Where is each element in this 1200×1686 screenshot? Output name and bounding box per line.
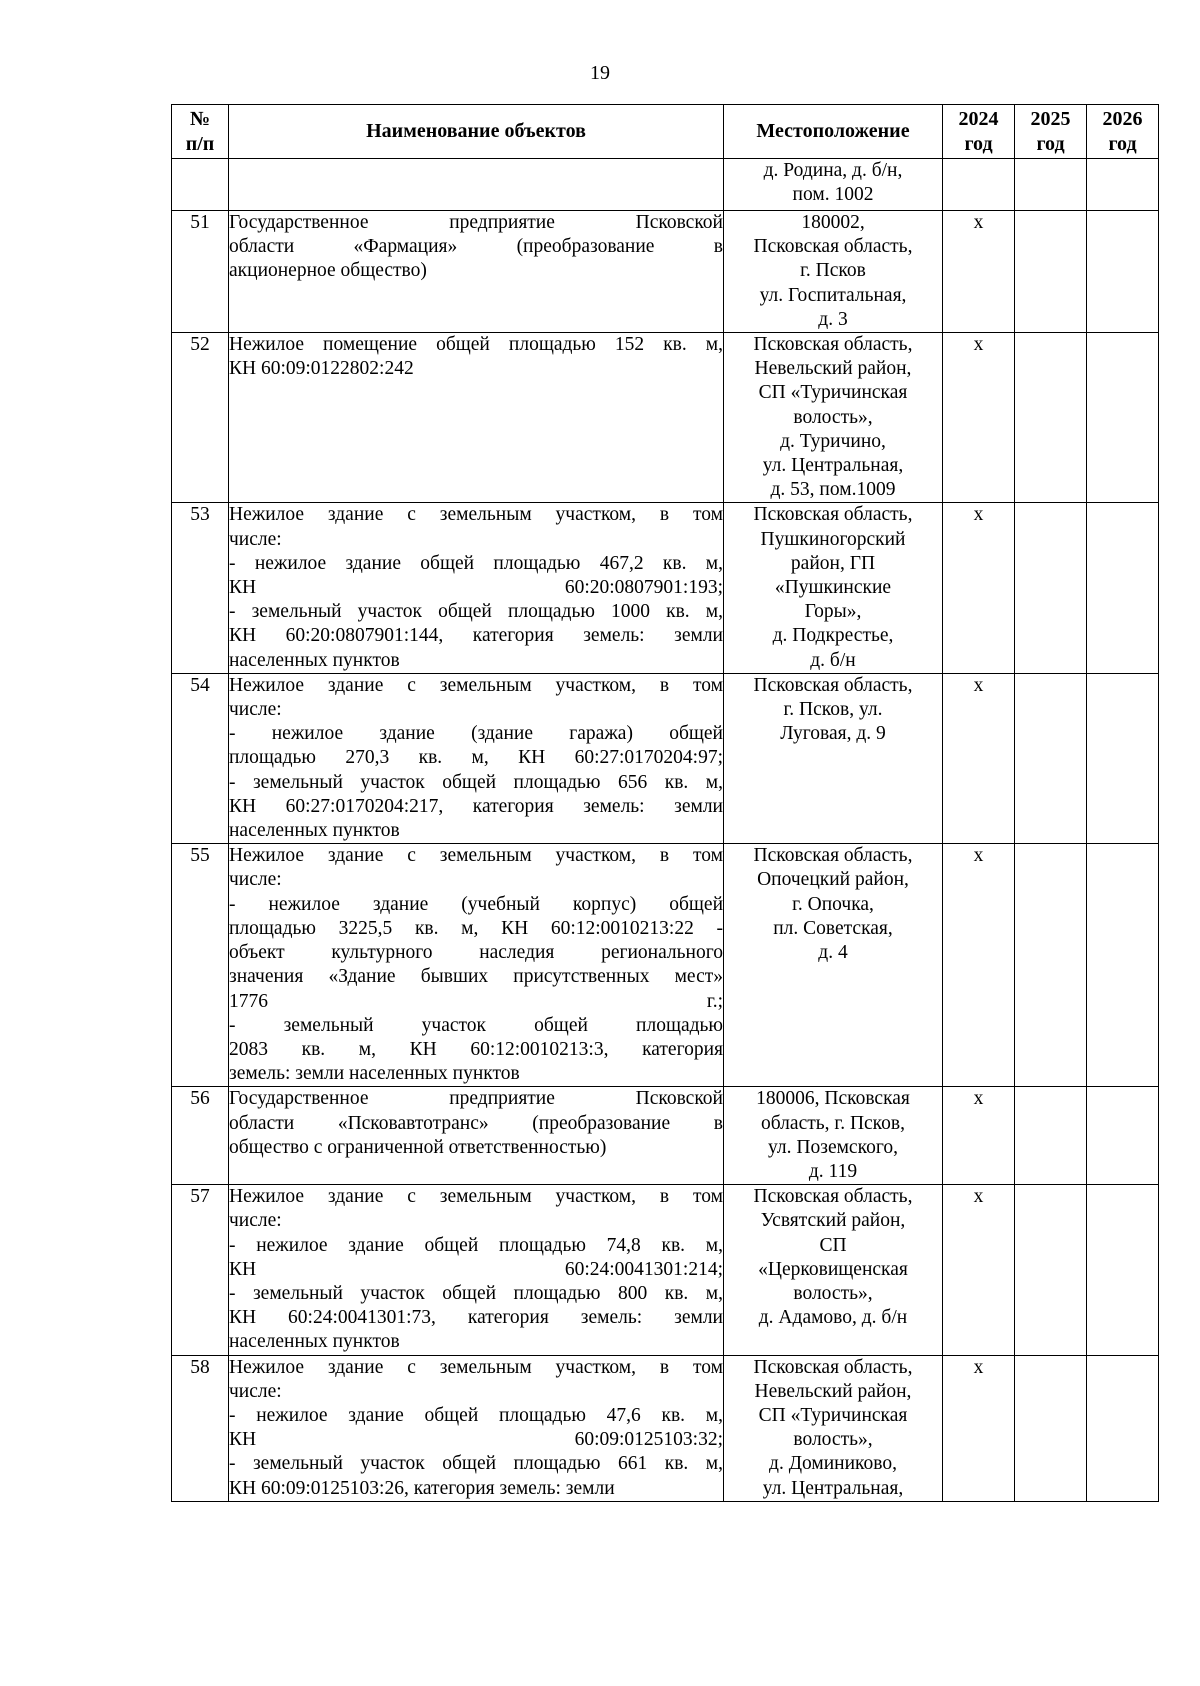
object-name-line: - нежилое здание общей площадью 74,8 кв. м, [229, 1234, 723, 1256]
object-name-line: - земельный участок общей площадью 800 кв. м, [229, 1282, 723, 1304]
mark-2026 [1087, 1087, 1159, 1185]
object-location-line: Горы», [804, 601, 862, 623]
mark-2024: x [943, 673, 1015, 843]
object-name-line: числе: [229, 699, 282, 721]
object-location-line: Псковская область, [753, 1186, 913, 1208]
mark-2024: x [943, 1355, 1015, 1501]
mark-2026 [1087, 1355, 1159, 1501]
mark-2024: x [943, 211, 1015, 333]
object-name-line: Нежилое здание с земельным участком, в том [229, 504, 723, 526]
object-name-line: - земельный участок общей площадью [229, 1014, 723, 1036]
object-location-line: д. 53, пом.1009 [770, 479, 896, 501]
object-location-line: Псковская область, [753, 845, 913, 867]
object-location-line: д. Родина, д. б/н, [763, 160, 903, 181]
object-name-line: площадью 270,3 кв. м, КН 60:27:0170204:97; [229, 747, 723, 769]
object-location-line: д. Подкрестье, [772, 625, 894, 647]
object-name-line: - земельный участок общей площадью 661 кв. м, [229, 1453, 723, 1475]
mark-2026 [1087, 503, 1159, 673]
object-name-line: КН 60:20:0807901:144, категория земель: земли [229, 625, 723, 647]
object-location-line: ул. Госпитальная, [759, 284, 907, 306]
object-name-line: населенных пунктов [229, 820, 400, 842]
object-name [229, 1185, 724, 1355]
object-location-line: «Церковищенская [758, 1258, 908, 1280]
object-location-line: д. 4 [818, 942, 848, 964]
object-name-line: земель: земли населенных пунктов [229, 1063, 520, 1085]
object-location [724, 673, 943, 843]
object-location-line: г. Псков [800, 260, 866, 282]
object-name-line: числе: [229, 528, 282, 550]
object-name-line: объект культурного наследия регионального [229, 942, 723, 964]
object-location-line: волость», [793, 1429, 873, 1451]
object-location [724, 1355, 943, 1501]
mark-2024: x [943, 503, 1015, 673]
object-location-line: г. Опочка, [792, 893, 874, 915]
object-location [724, 333, 943, 503]
objects-table [171, 104, 1159, 1502]
object-location-line: ул. Поземского, [768, 1136, 898, 1158]
mark-2024: x [943, 333, 1015, 503]
object-name-line: Государственное предприятие Псковской [229, 212, 723, 233]
row-number: 56 [172, 1087, 229, 1185]
object-location-line: Опочецкий район, [757, 869, 909, 891]
object-location [724, 1087, 943, 1185]
object-location [724, 159, 943, 211]
row-number: 58 [172, 1355, 229, 1501]
header-location: Местоположение [724, 105, 943, 159]
object-location [724, 1185, 943, 1355]
mark-2024 [943, 159, 1015, 211]
object-name-line: населенных пунктов [229, 1331, 400, 1353]
mark-2026 [1087, 673, 1159, 843]
object-name-line: Нежилое помещение общей площадью 152 кв. м, [229, 334, 723, 356]
mark-2024: x [943, 1185, 1015, 1355]
object-location [724, 503, 943, 673]
object-name-line: КН 60:09:0125103:32; [229, 1429, 723, 1451]
object-name [229, 673, 724, 843]
object-name-line: области «Фармация» (преобразование в [229, 236, 723, 258]
header-2024: 2024 год [943, 105, 1015, 159]
object-name-line: КН 60:09:0122802:242 [229, 358, 414, 380]
table-row [172, 211, 1159, 333]
object-name-line: числе: [229, 1380, 282, 1402]
object-name-line: - нежилое здание (здание гаража) общей [229, 723, 723, 745]
object-location-line: Пушкиногорский [760, 528, 906, 550]
object-location-line: область, г. Псков, [761, 1112, 905, 1134]
object-location-line: Луговая, д. 9 [780, 723, 886, 745]
mark-2025 [1015, 211, 1087, 333]
mark-2026 [1087, 1185, 1159, 1355]
object-location-line: Псковская область, [753, 674, 913, 696]
object-name-line: - нежилое здание (учебный корпус) общей [229, 893, 723, 915]
mark-2026 [1087, 844, 1159, 1087]
row-number [172, 159, 229, 211]
object-name-line: - нежилое здание общей площадью 467,2 кв. м, [229, 552, 723, 574]
object-name [229, 503, 724, 673]
mark-2025 [1015, 1185, 1087, 1355]
mark-2026 [1087, 333, 1159, 503]
object-location-line: д. 119 [808, 1160, 858, 1182]
object-location-line: пом. 1002 [792, 184, 874, 206]
mark-2024: x [943, 844, 1015, 1087]
object-name-line: общество с ограниченной ответственностью) [229, 1136, 607, 1158]
object-location-line: д. б/н [810, 649, 856, 671]
object-location-line: д. Доминиково, [769, 1453, 897, 1475]
table-row [172, 159, 1159, 211]
object-name-line: - нежилое здание общей площадью 47,6 кв. м, [229, 1404, 723, 1426]
object-name-line: площадью 3225,5 кв. м, КН 60:12:0010213:22 - [229, 917, 723, 939]
object-name-line: КН 60:24:0041301:214; [229, 1258, 723, 1280]
table-row [172, 503, 1159, 673]
table-row [172, 1185, 1159, 1355]
object-location [724, 844, 943, 1087]
object-location-line: пл. Советская, [773, 917, 893, 939]
table-header-row [172, 105, 1159, 159]
mark-2024: x [943, 1087, 1015, 1185]
object-name-line: - земельный участок общей площадью 656 кв. м, [229, 771, 723, 793]
object-location-line: Псковская область, [753, 1356, 913, 1378]
table-row [172, 844, 1159, 1087]
object-location-line: Невельский район, [754, 1380, 912, 1402]
object-name-line: Нежилое здание с земельным участком, в том [229, 1356, 723, 1378]
object-name [229, 333, 724, 503]
object-name-line: КН 60:20:0807901:193; [229, 577, 723, 599]
object-location [724, 211, 943, 333]
mark-2025 [1015, 333, 1087, 503]
object-location-line: ул. Центральная, [762, 1477, 904, 1499]
mark-2025 [1015, 673, 1087, 843]
row-number: 52 [172, 333, 229, 503]
object-name-line: Государственное предприятие Псковской [229, 1088, 723, 1110]
page-number: 19 [590, 62, 610, 84]
header-num: № п/п [172, 105, 229, 159]
object-name [229, 844, 724, 1087]
header-2026: 2026 год [1087, 105, 1159, 159]
object-location-line: Усвятский район, [760, 1210, 906, 1232]
object-location-line: СП [819, 1234, 847, 1256]
object-location-line: 180006, Псковская [756, 1088, 910, 1110]
mark-2025 [1015, 1087, 1087, 1185]
object-name-line: КН 60:27:0170204:217, категория земель: земли [229, 795, 723, 817]
object-name-line: числе: [229, 869, 282, 891]
object-name-line: - земельный участок общей площадью 1000 кв. м, [229, 601, 723, 623]
mark-2025 [1015, 503, 1087, 673]
object-location-line: г. Псков, ул. [783, 699, 883, 721]
object-name-line: Нежилое здание с земельным участком, в том [229, 1186, 723, 1208]
mark-2026 [1087, 211, 1159, 333]
object-location-line: д. Туричино, [780, 430, 886, 452]
object-name-line: Нежилое здание с земельным участком, в том [229, 845, 723, 867]
row-number: 57 [172, 1185, 229, 1355]
table-row [172, 333, 1159, 503]
table-row [172, 673, 1159, 843]
object-name-line: значения «Здание бывших присутственных мест» [229, 966, 723, 988]
object-name-line: 1776 г.; [229, 990, 723, 1012]
mark-2025 [1015, 844, 1087, 1087]
object-name-line: Нежилое здание с земельным участком, в том [229, 674, 723, 696]
object-location-line: ул. Центральная, [762, 455, 904, 477]
object-location-line: 180002, [801, 212, 865, 233]
object-location-line: СП «Туричинская [758, 382, 908, 404]
row-number: 53 [172, 503, 229, 673]
object-name [229, 159, 724, 211]
table-row [172, 1087, 1159, 1185]
object-name-line: КН 60:24:0041301:73, категория земель: земли [229, 1307, 723, 1329]
row-number: 51 [172, 211, 229, 333]
object-name-line: населенных пунктов [229, 649, 400, 671]
object-location-line: Псковская область, [753, 236, 913, 258]
object-name-line: области «Псковавтотранс» (преобразование в [229, 1112, 723, 1134]
object-name-line: 2083 кв. м, КН 60:12:0010213:3, категория [229, 1038, 723, 1060]
object-location-line: д. 3 [818, 308, 848, 330]
object-name [229, 1355, 724, 1501]
header-2025: 2025 год [1015, 105, 1087, 159]
table-row [172, 1355, 1159, 1501]
row-number: 54 [172, 673, 229, 843]
row-number: 55 [172, 844, 229, 1087]
object-name-line: акционерное общество) [229, 260, 427, 282]
object-location-line: волость», [793, 1282, 873, 1304]
object-name [229, 1087, 724, 1185]
object-location-line: район, ГП [790, 552, 876, 574]
header-name: Наименование объектов [229, 105, 724, 159]
object-name-line: КН 60:09:0125103:26, категория земель: земли [229, 1477, 615, 1499]
object-location-line: СП «Туричинская [758, 1404, 908, 1426]
mark-2026 [1087, 159, 1159, 211]
object-location-line: Невельский район, [754, 358, 912, 380]
object-location-line: «Пушкинские [774, 577, 892, 599]
mark-2025 [1015, 159, 1087, 211]
mark-2025 [1015, 1355, 1087, 1501]
object-name-line: числе: [229, 1210, 282, 1232]
object-location-line: д. Адамово, д. б/н [758, 1307, 908, 1329]
object-location-line: Псковская область, [753, 334, 913, 356]
object-location-line: Псковская область, [753, 504, 913, 526]
object-name [229, 211, 724, 333]
object-location-line: волость», [793, 406, 873, 428]
